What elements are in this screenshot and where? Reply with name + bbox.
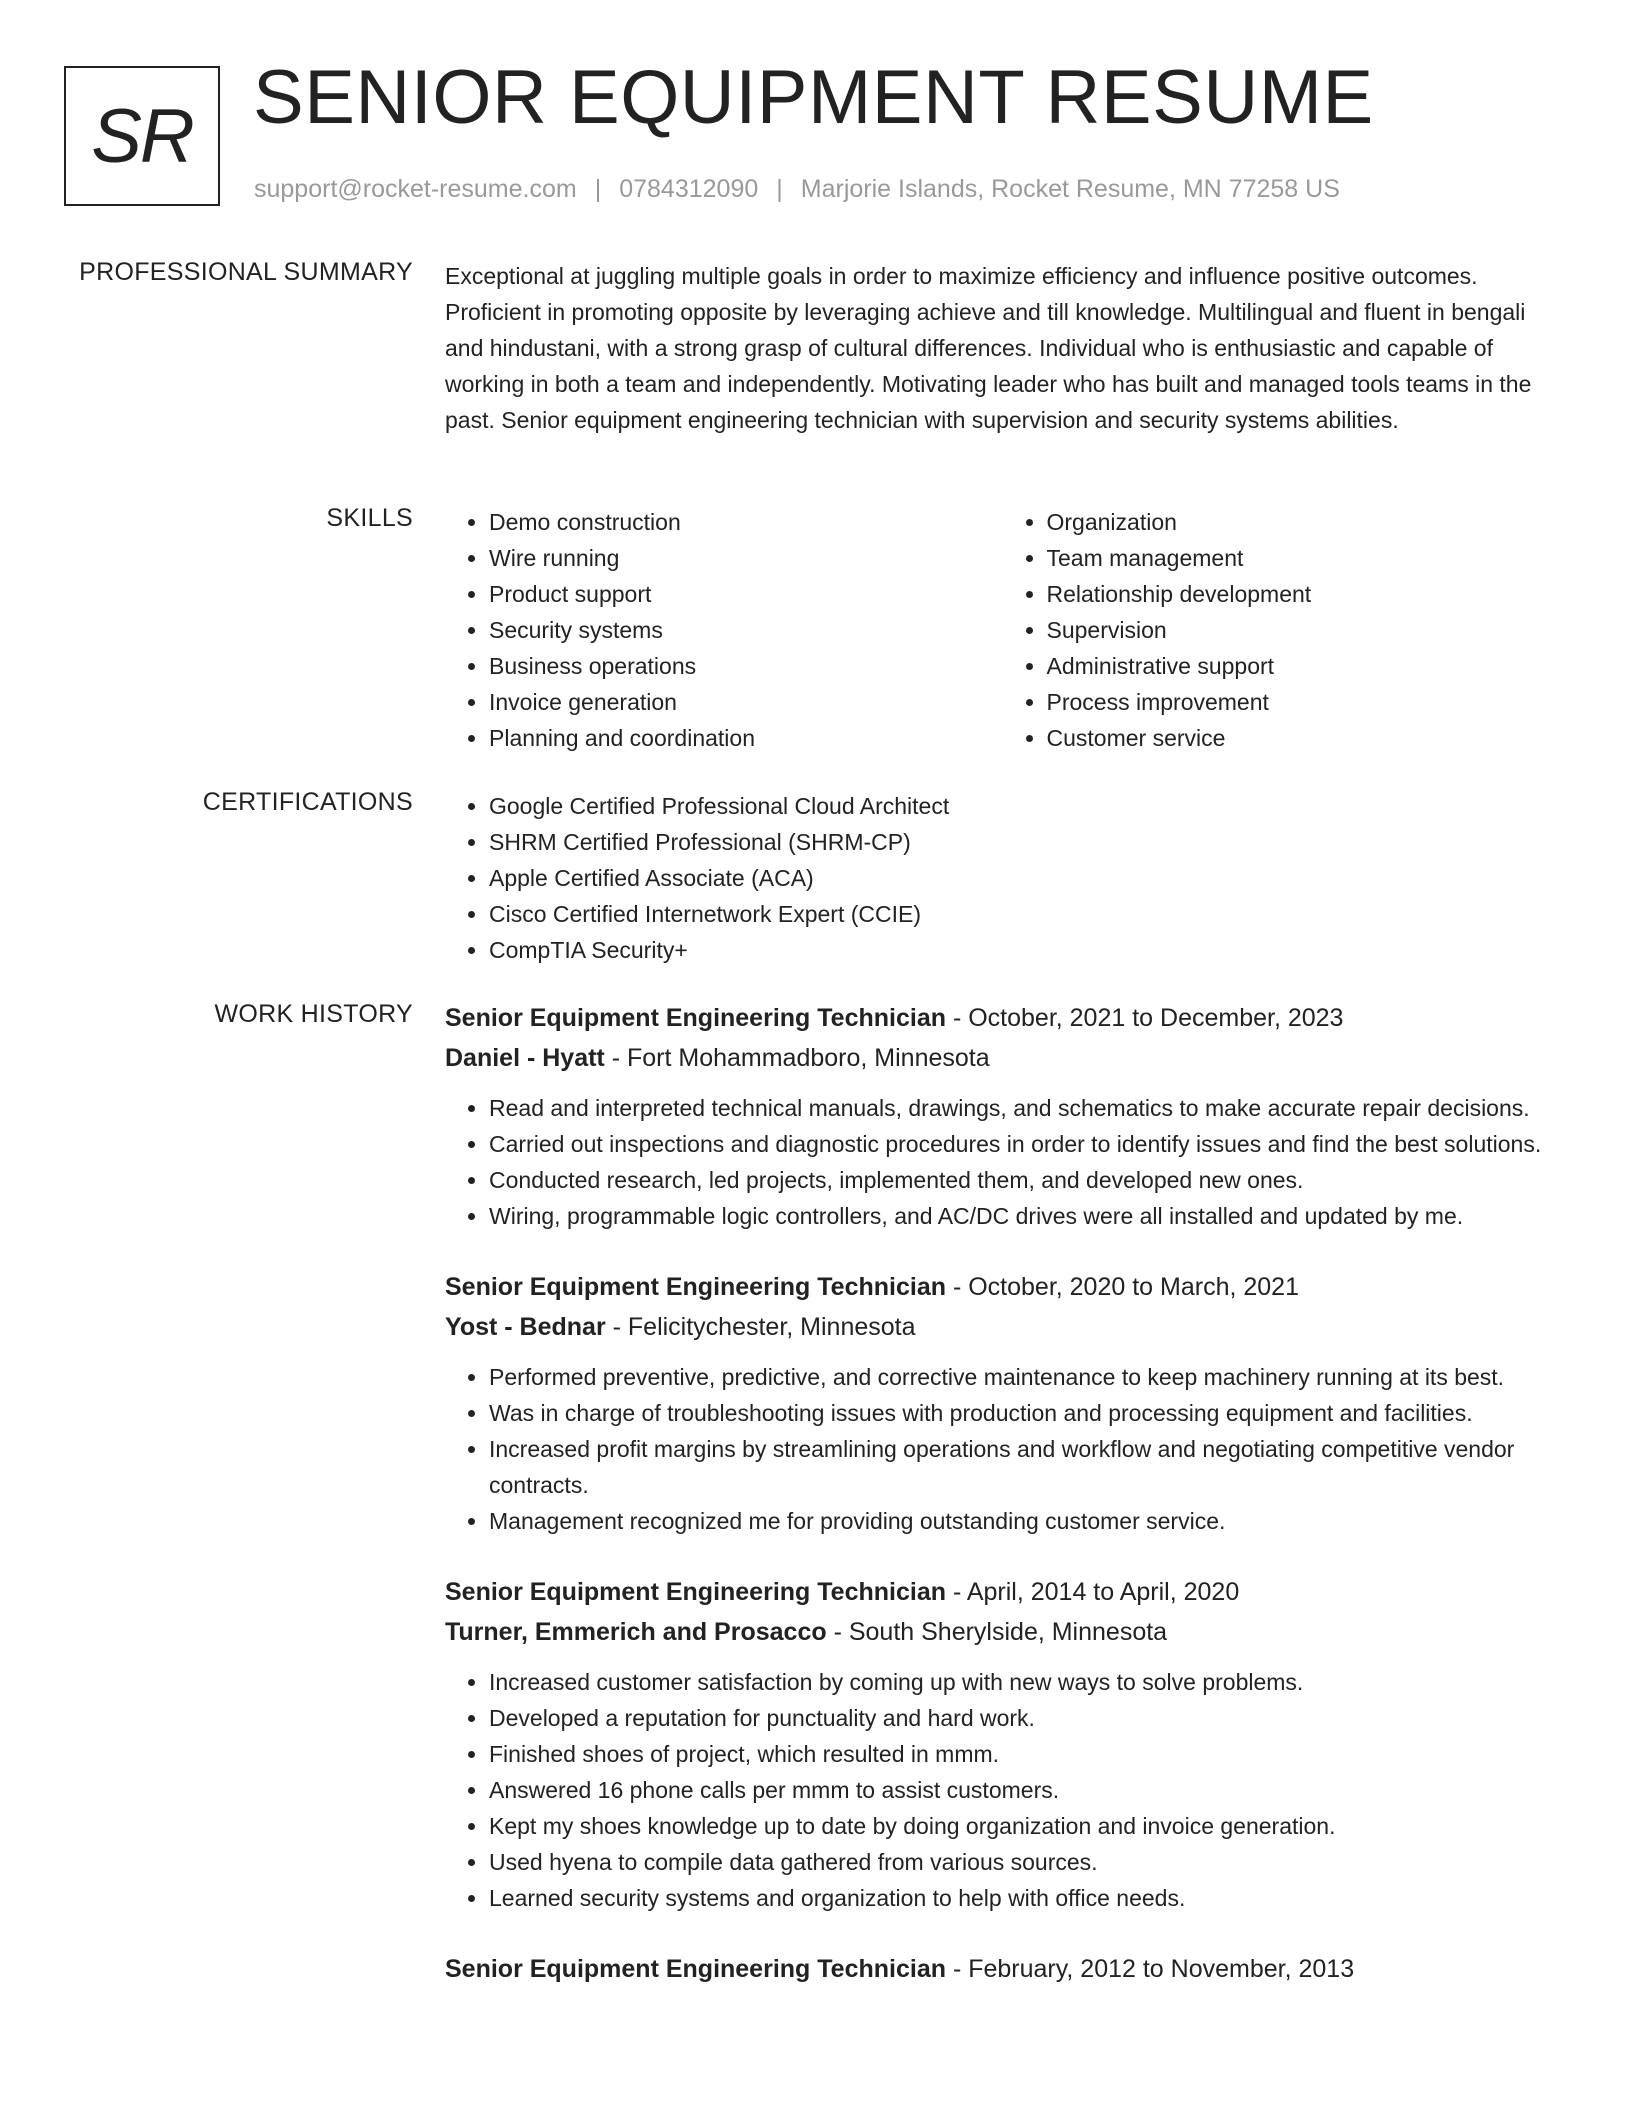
resume-title: SENIOR EQUIPMENT RESUME <box>253 55 1374 140</box>
summary-text: Exceptional at juggling multiple goals in order to maximize efficiency and influence positive outcomes. Proficient in promoting opposite by leveraging achieve and till knowledge. Multilingual and fluent in bengali and hindustani, with a strong grasp of cultural differences. Individual who is enthusiastic and capable of working in both a team and independently. Motivating leader who has built and managed tools teams in the past. Senior equipment engineering technician with supervision and security systems abilities. <box>445 263 1532 433</box>
skill-item: • Invoice generation <box>489 684 1003 720</box>
job-title-line <box>445 1572 1560 1612</box>
job-title-line <box>445 1949 1560 1989</box>
skill-item: • Supervision <box>1047 612 1561 648</box>
skills-list-left <box>445 504 1003 756</box>
contact-address: Marjorie Islands, Rocket Resume, MN 77258 US <box>800 175 1340 203</box>
job-title-line <box>445 1267 1560 1307</box>
job-bullet: • Finished shoes of project, which resulted in mmm. <box>489 1736 1560 1772</box>
job-dates: - October, 2021 to December, 2023 <box>946 1004 1344 1032</box>
job-bullet: • Conducted research, led projects, implemented them, and developed new ones. <box>489 1162 1560 1198</box>
job-company: Daniel - Hyatt <box>445 1044 605 1072</box>
job-dates: - February, 2012 to November, 2013 <box>946 1955 1355 1983</box>
summary-body <box>445 258 1560 438</box>
job-bullet: • Learned security systems and organization to help with office needs. <box>489 1880 1560 1916</box>
job-bullet: • Kept my shoes knowledge up to date by doing organization and invoice generation. <box>489 1808 1560 1844</box>
certification-item: • Google Certified Professional Cloud Architect <box>489 788 1560 824</box>
job-bullet: • Performed preventive, predictive, and corrective maintenance to keep machinery running at its best. <box>489 1359 1560 1395</box>
job-company-line <box>445 1038 1560 1078</box>
skill-item: • Wire running <box>489 540 1003 576</box>
contact-separator: | <box>776 175 783 203</box>
job-title-line <box>445 998 1560 1038</box>
job-title: Senior Equipment Engineering Technician <box>445 1273 946 1301</box>
job-bullet: • Wiring, programmable logic controllers, and AC/DC drives were all installed and updated by me. <box>489 1198 1560 1234</box>
job-company: Yost - Bednar <box>445 1313 606 1341</box>
job-bullet: • Management recognized me for providing outstanding customer service. <box>489 1503 1560 1539</box>
job-bullet: • Developed a reputation for punctuality and hard work. <box>489 1700 1560 1736</box>
job-dates: - October, 2020 to March, 2021 <box>946 1273 1299 1301</box>
skill-item: • Security systems <box>489 612 1003 648</box>
contact-line <box>254 175 1340 204</box>
summary-heading: PROFESSIONAL SUMMARY <box>79 258 413 286</box>
job-bullet: • Was in charge of troubleshooting issues with production and processing equipment and facilities. <box>489 1395 1560 1431</box>
job-bullet: • Carried out inspections and diagnostic procedures in order to identify issues and find the best solutions. <box>489 1126 1560 1162</box>
job-company-line <box>445 1612 1560 1652</box>
job-company: Turner, Emmerich and Prosacco <box>445 1618 827 1646</box>
skills-body <box>445 504 1560 756</box>
work-history-body <box>445 998 1560 2022</box>
certifications-list <box>445 788 1560 968</box>
job-bullet: • Used hyena to compile data gathered from various sources. <box>489 1844 1560 1880</box>
job-entry <box>445 998 1560 1234</box>
skills-list-right <box>1003 504 1561 756</box>
job-dates: - April, 2014 to April, 2020 <box>946 1578 1240 1606</box>
contact-separator: | <box>594 175 602 203</box>
certification-item: • Apple Certified Associate (ACA) <box>489 860 1560 896</box>
job-entry <box>445 1267 1560 1539</box>
job-bullet: • Increased customer satisfaction by coming up with new ways to solve problems. <box>489 1664 1560 1700</box>
skill-item: • Process improvement <box>1047 684 1561 720</box>
job-company-line <box>445 1307 1560 1347</box>
job-bullets <box>445 1359 1560 1539</box>
job-entry <box>445 1572 1560 1916</box>
job-entry <box>445 1949 1560 1989</box>
job-title: Senior Equipment Engineering Technician <box>445 1004 946 1032</box>
job-bullets <box>445 1090 1560 1234</box>
skills-heading: SKILLS <box>326 504 413 532</box>
job-bullets <box>445 1664 1560 1916</box>
skill-item: • Relationship development <box>1047 576 1561 612</box>
skill-item: • Planning and coordination <box>489 720 1003 756</box>
job-location: - Fort Mohammadboro, Minnesota <box>604 1044 990 1072</box>
job-title: Senior Equipment Engineering Technician <box>445 1578 946 1606</box>
monogram-logo: SR <box>64 66 220 206</box>
certification-item: • Cisco Certified Internetwork Expert (CCIE) <box>489 896 1560 932</box>
job-location: - Felicitychester, Minnesota <box>605 1313 916 1341</box>
job-bullet: • Increased profit margins by streamlining operations and workflow and negotiating competitive vendor contracts. <box>489 1431 1560 1503</box>
skill-item: • Product support <box>489 576 1003 612</box>
skill-item: • Business operations <box>489 648 1003 684</box>
skill-item: • Organization <box>1047 504 1561 540</box>
contact-phone: 0784312090 <box>619 175 759 203</box>
skill-item: • Customer service <box>1047 720 1561 756</box>
certifications-heading: CERTIFICATIONS <box>202 788 413 816</box>
job-bullet: • Read and interpreted technical manuals, drawings, and schematics to make accurate repair decisions. <box>489 1090 1560 1126</box>
skill-item: • Demo construction <box>489 504 1003 540</box>
job-title: Senior Equipment Engineering Technician <box>445 1955 946 1983</box>
certification-item: • CompTIA Security+ <box>489 932 1560 968</box>
job-location: - South Sherylside, Minnesota <box>826 1618 1168 1646</box>
job-bullet: • Answered 16 phone calls per mmm to assist customers. <box>489 1772 1560 1808</box>
skill-item: • Administrative support <box>1047 648 1561 684</box>
contact-email: support@rocket-resume.com <box>254 175 577 203</box>
certification-item: • SHRM Certified Professional (SHRM-CP) <box>489 824 1560 860</box>
work-history-heading: WORK HISTORY <box>214 1000 413 1028</box>
certifications-body <box>445 788 1560 968</box>
skill-item: • Team management <box>1047 540 1561 576</box>
